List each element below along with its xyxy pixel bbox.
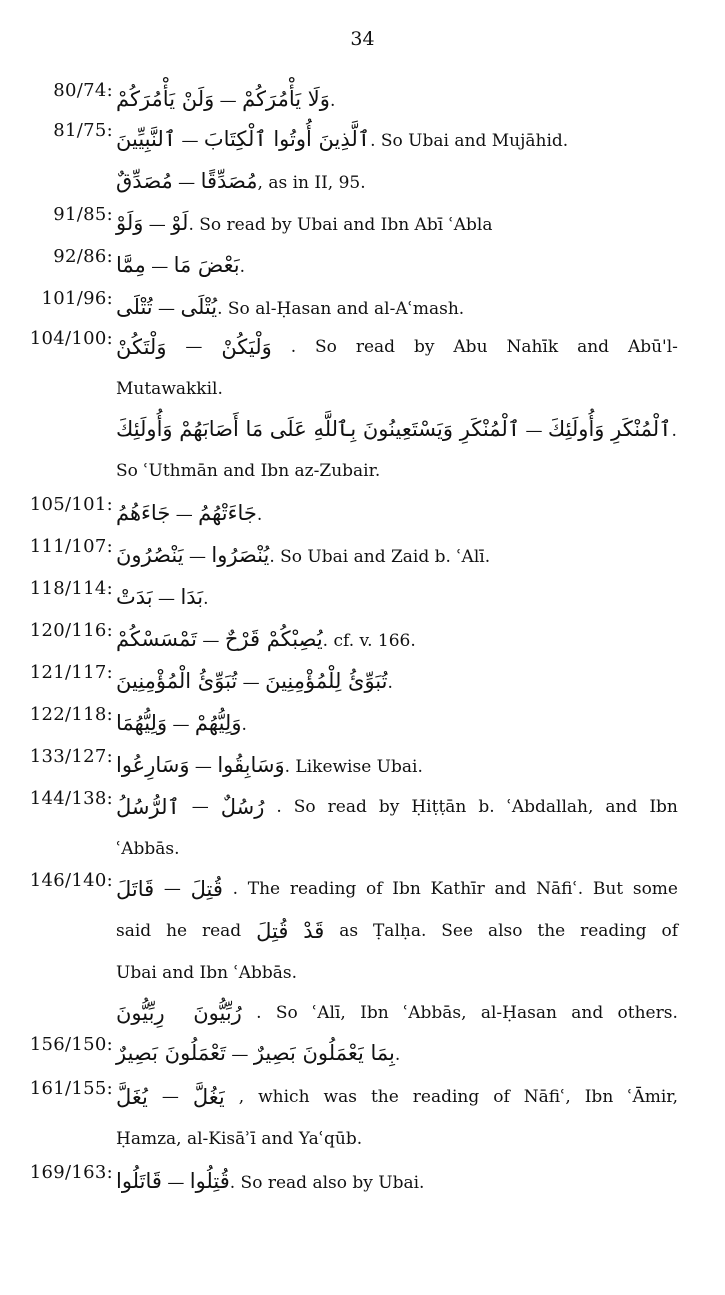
commentary-word: قَدْ — [303, 919, 325, 943]
commentary-word: some — [632, 879, 678, 899]
commentary-word: reading — [289, 879, 357, 899]
verse-reference: 120/116: — [29, 620, 113, 641]
verse-reference: 156/150: — [29, 1034, 113, 1055]
commentary-word: ʿĀmir, — [627, 1087, 678, 1107]
separator: — — [172, 173, 201, 193]
arabic-reading: قُتِلُوا — [189, 1169, 230, 1193]
separator: . — [329, 91, 336, 111]
separator: . — [276, 797, 282, 817]
separator: — — [161, 1087, 179, 1107]
commentary-word: read — [201, 921, 242, 941]
entry-text — [116, 160, 679, 204]
entry-line — [0, 286, 725, 328]
entry-text — [116, 202, 679, 246]
entry-line — [0, 910, 725, 952]
entry-line — [0, 744, 725, 786]
separator: — — [170, 505, 199, 525]
commentary-word: as — [339, 921, 359, 941]
commentary-word: Ḥiṭṭān — [411, 797, 467, 817]
commentary-word: and — [577, 337, 610, 357]
verse-reference: 133/127: — [29, 746, 113, 767]
separator: — — [167, 715, 195, 735]
separator: — — [161, 1173, 190, 1193]
commentary-word: of — [366, 879, 383, 899]
commentary: So read by Ubai and Ibn Abī ʿAbla — [193, 215, 493, 235]
commentary-word: The — [247, 879, 281, 899]
verse-reference: 122/118: — [29, 704, 113, 725]
separator: . — [203, 589, 209, 609]
arabic-reading: وَلَنْ يَأْمُرَكُمْ — [116, 87, 215, 111]
entry-line — [0, 1160, 725, 1202]
arabic-reading: وَلَوْ — [116, 211, 144, 235]
separator: — — [226, 1045, 254, 1065]
entry-line — [0, 244, 725, 286]
verse-reference: 169/163: — [29, 1162, 113, 1183]
arabic-reading: بَدَتْ — [116, 585, 153, 609]
commentary: Mutawakkil. — [116, 379, 223, 399]
entry-line — [0, 160, 725, 202]
entry-text — [116, 286, 679, 330]
arabic-reading: بَدَا — [180, 585, 204, 609]
commentary-word: the — [537, 921, 566, 941]
entry-line — [0, 952, 725, 994]
entry-text — [116, 78, 679, 122]
entry-line — [0, 992, 725, 1034]
entry-text — [116, 534, 679, 578]
commentary-word: ʿAbdallah, — [506, 797, 594, 817]
separator: — — [152, 299, 181, 319]
separator: . — [671, 421, 677, 441]
commentary-word: Kathīr — [430, 879, 485, 899]
commentary-word: Abu — [453, 337, 488, 357]
arabic-reading: بِمَا يَعْمَلُونَ بَصِيرٌ — [253, 1041, 395, 1065]
separator: — — [183, 547, 212, 567]
commentary-word: said — [116, 921, 152, 941]
separator: . — [394, 1045, 401, 1065]
entry-text — [116, 868, 678, 910]
separator: — — [520, 421, 548, 441]
entry-line — [0, 1032, 725, 1074]
commentary-word: he — [166, 921, 188, 941]
commentary-word: of — [661, 921, 678, 941]
commentary-word: Ibn — [360, 1003, 389, 1023]
commentary-word: and — [605, 797, 638, 817]
entry-line — [0, 202, 725, 244]
entry-text — [116, 118, 679, 162]
commentary: So Ubai and Mujāhid. — [375, 131, 569, 151]
commentary-word: Abū'l- — [627, 337, 678, 357]
entry-text — [116, 408, 679, 452]
arabic-reading: رُسُلٌ — [220, 795, 265, 819]
separator: . — [229, 1173, 236, 1193]
entry-text — [116, 1160, 679, 1204]
entry-line — [0, 78, 725, 120]
arabic-reading: تَمْسَسْكُمْ — [116, 627, 198, 651]
entry-text — [116, 450, 679, 492]
arabic-reading: رُبِّيُّونَ — [193, 1001, 242, 1025]
entry-line — [0, 1118, 725, 1160]
commentary: Ubai and Ibn ʿAbbās. — [116, 963, 298, 983]
commentary-word: also — [487, 921, 523, 941]
commentary: So ʿUthmān and Ibn az-Zubair. — [116, 461, 381, 481]
separator: — — [191, 797, 209, 817]
commentary-word: Ibn — [392, 879, 421, 899]
arabic-reading: وَسَارِعُوا — [116, 753, 190, 777]
verse-reference: 101/96: — [41, 288, 113, 309]
separator: . — [322, 631, 329, 651]
separator: . — [370, 131, 376, 151]
entry-line — [0, 618, 725, 660]
commentary-word: ʿAlī, — [312, 1003, 346, 1023]
separator: . — [256, 505, 263, 525]
commentary-word: Nāfiʿ, — [523, 1087, 571, 1107]
commentary-word: read — [355, 337, 396, 357]
commentary-word: ʿAbbās, — [403, 1003, 467, 1023]
arabic-reading: يُنْصَرُوا — [211, 543, 270, 567]
entry-line — [0, 1076, 725, 1118]
entry-text — [116, 576, 679, 620]
commentary: So read also by Ubai. — [235, 1173, 425, 1193]
separator: — — [152, 589, 181, 609]
separator: — — [237, 673, 266, 693]
entry-line — [0, 492, 725, 534]
commentary-word: So — [275, 1003, 298, 1023]
verse-reference: 161/155: — [29, 1078, 113, 1099]
commentary-word: So — [293, 797, 316, 817]
verse-reference: 121/117: — [29, 662, 113, 683]
verse-reference: 146/140: — [29, 870, 113, 891]
entry-line — [0, 786, 725, 828]
verse-reference: 111/107: — [29, 536, 113, 557]
entry-text — [116, 828, 679, 870]
arabic-reading: وَلْتَكُنْ — [116, 335, 167, 359]
entry-text — [116, 244, 679, 288]
entry-text — [116, 952, 679, 994]
arabic-reading: مُصَدِّقٌ — [116, 169, 173, 193]
commentary-word: Nāfiʿ. — [536, 879, 584, 899]
commentary: as in II, 95. — [262, 173, 366, 193]
commentary-word: reading — [412, 1087, 480, 1107]
commentary-word: read — [327, 797, 367, 817]
entry-line — [0, 118, 725, 160]
arabic-reading: تُتْلَى — [116, 295, 153, 319]
entry-text — [116, 1032, 679, 1076]
arabic-reading: قَاتَلُوا — [116, 1169, 162, 1193]
commentary-word: Ibn — [649, 797, 678, 817]
entry-line — [0, 534, 725, 576]
arabic-reading: لَوْ — [171, 211, 189, 235]
arabic-reading: بَعْضَ مَا — [173, 253, 240, 277]
entry-text — [116, 786, 678, 828]
arabic-reading: وَلِيُّهُمْ — [194, 711, 242, 735]
separator: — — [143, 215, 172, 235]
arabic-reading: يَنْصُرُونَ — [116, 543, 184, 567]
separator: . — [269, 547, 275, 567]
verse-reference: 91/85: — [53, 204, 113, 225]
entry-line — [0, 660, 725, 702]
verse-reference: 118/114: — [29, 578, 113, 599]
commentary-word: of — [493, 1087, 510, 1107]
arabic-reading: وَسَابِقُوا — [217, 753, 285, 777]
arabic-reading: مِمَّا — [116, 253, 146, 277]
commentary: cf. v. 166. — [328, 631, 416, 651]
commentary-word: others. — [617, 1003, 678, 1023]
separator: . — [217, 299, 223, 319]
separator: — — [189, 757, 218, 777]
commentary-word: قُتِلَ — [256, 919, 289, 943]
arabic-reading: قُتِلَ — [190, 877, 223, 901]
entry-line — [0, 450, 725, 492]
commentary-word: al-Ḥasan — [480, 1003, 557, 1023]
arabic-reading: ٱلَّذِينَ أُوتُوا ٱلْكِتَابَ — [203, 127, 371, 151]
commentary-word: So — [315, 337, 337, 357]
commentary-word: Nahīk — [506, 337, 559, 357]
entry-line — [0, 868, 725, 910]
commentary-word: reading — [580, 921, 647, 941]
entry-text — [116, 660, 679, 704]
arabic-reading: وَلِيُّهُمَا — [116, 711, 168, 735]
arabic-reading: يُغَلَّ — [116, 1085, 148, 1109]
entry-text — [116, 1076, 678, 1118]
verse-reference: 80/74: — [53, 80, 113, 101]
separator: — — [214, 91, 243, 111]
commentary-word: Ṭalḥa. — [372, 921, 427, 941]
separator: , — [257, 173, 263, 193]
commentary-word: Ibn — [584, 1087, 614, 1107]
separator: . — [290, 337, 297, 357]
arabic-reading: مُصَدِّقًا — [200, 169, 258, 193]
separator: — — [163, 879, 181, 899]
entry-line — [0, 576, 725, 618]
commentary-word: was — [323, 1087, 357, 1107]
arabic-reading: وَلَا يَأْمُرَكُمْ — [242, 87, 330, 111]
separator: . — [387, 673, 393, 693]
arabic-reading: جَاءَهُمُ — [116, 501, 171, 525]
arabic-reading: ٱلرُّسُلُ — [116, 795, 180, 819]
page-number: 34 — [350, 28, 375, 50]
entry-line — [0, 326, 725, 368]
entry-text — [116, 368, 679, 410]
commentary-word: by — [378, 797, 400, 817]
commentary-word: and — [571, 1003, 604, 1023]
commentary: Likewise Ubai. — [290, 757, 423, 777]
entry-text — [116, 992, 678, 1034]
arabic-reading: يُتْلَى — [180, 295, 218, 319]
arabic-reading: تُبَوِّئُ لِلْمُؤْمِنِينَ — [265, 669, 388, 693]
commentary: So al-Ḥasan and al-Aʿmash. — [222, 299, 465, 319]
entry-text — [116, 744, 679, 788]
arabic-reading: جَاءَتْهُمُ — [198, 501, 257, 525]
entry-text — [116, 910, 678, 952]
commentary-word: See — [441, 921, 474, 941]
separator: . — [239, 257, 246, 277]
arabic-reading: يُصِبْكُمْ قَرْحٌ — [224, 627, 323, 651]
verse-reference: 104/100: — [29, 328, 113, 349]
commentary-word: the — [370, 1087, 399, 1107]
arabic-reading: تَعْمَلُونَ بَصِيرٌ — [116, 1041, 226, 1065]
separator: — — [176, 131, 204, 151]
commentary: Ḥamza, al-Kisāʾī and Yaʿqūb. — [116, 1129, 363, 1149]
entry-text — [116, 618, 679, 662]
commentary-word: But — [592, 879, 624, 899]
verse-reference: 81/75: — [53, 120, 113, 141]
commentary-word: b. — [478, 797, 495, 817]
verse-reference: 105/101: — [29, 494, 113, 515]
entry-line — [0, 368, 725, 410]
entry-line — [0, 828, 725, 870]
arabic-reading: يَغُلَّ — [192, 1085, 225, 1109]
commentary: ʿAbbās. — [116, 839, 180, 859]
arabic-reading: ٱلنَّبِيِّينَ — [116, 127, 177, 151]
entry-line — [0, 408, 725, 450]
verse-reference: 92/86: — [53, 246, 113, 267]
arabic-reading: قَاتَلَ — [116, 877, 155, 901]
separator: . — [188, 215, 194, 235]
commentary-word: by — [413, 337, 435, 357]
entry-text — [116, 492, 679, 536]
separator: — — [197, 631, 225, 651]
separator: . — [241, 715, 247, 735]
arabic-reading: ٱلْمُنْكَرِ وَيَسْتَعِينُونَ بِٱللَّهِ عَلَى مَا أَصَابَهُمْ وَأُولَئِكَ — [116, 417, 521, 441]
separator: , — [238, 1087, 245, 1107]
arabic-reading: تُبَوِّئُ الْمُؤْمِنِينَ — [116, 669, 238, 693]
separator: — — [185, 337, 203, 357]
commentary-word: which — [258, 1087, 310, 1107]
commentary-word: and — [494, 879, 527, 899]
entry-text — [116, 702, 679, 746]
verse-reference: 144/138: — [29, 788, 113, 809]
separator: . — [256, 1003, 262, 1023]
entry-text — [116, 326, 678, 368]
separator: . — [232, 879, 239, 899]
entry-line — [0, 702, 725, 744]
arabic-reading: رِبِّيُّونَ — [116, 1001, 165, 1025]
entry-text — [116, 1118, 679, 1160]
commentary: So Ubai and Zaid b. ʿAlī. — [274, 547, 491, 567]
arabic-reading: وَلْيَكُنْ — [221, 335, 272, 359]
separator: . — [284, 757, 291, 777]
separator: — — [145, 257, 174, 277]
arabic-reading: ٱلْمُنْكَرِ وَأُولَئِكَ — [547, 417, 672, 441]
